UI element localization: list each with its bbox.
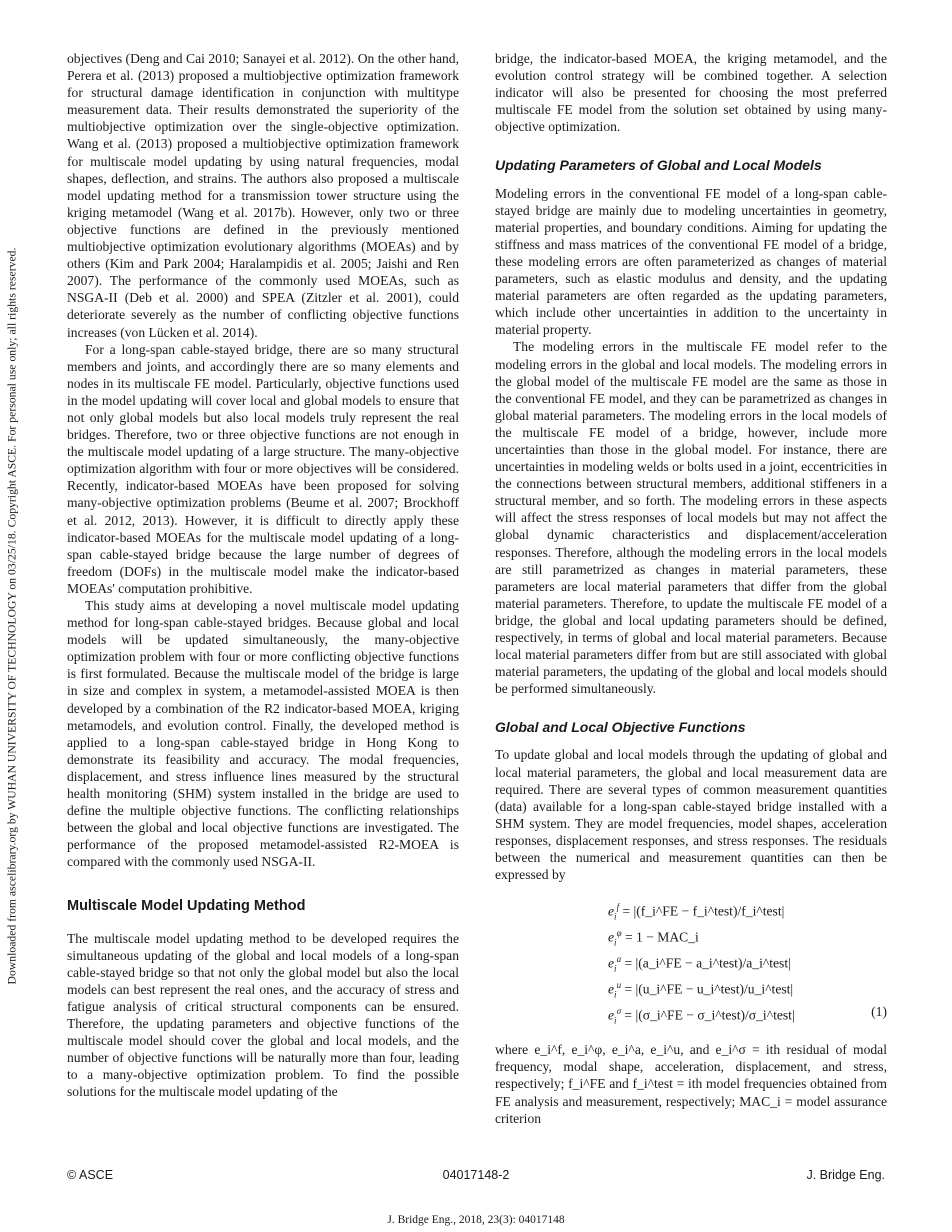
right-paragraph-1: bridge, the indicator-based MOEA, the kriging metamodel, and the evolution control strategy will be combined together. A selection indicator will also be presented for choosing the most preferred multiscale FE model from the solution set obtained by using many-objective optimization. <box>495 51 887 135</box>
right-paragraph-2: Modeling errors in the conventional FE model of a long-span cable-stayed bridge are mainly due to modeling uncertainties in geometry, material properties, and boundary conditions. Aiming for updating the stiffness and mass matrices of the conventional FE model of a bridge, these modeling errors are often parameterized as changes of material parameters, such as elastic modulus and density, and the updating material parameters are often regarded as the updating parameters, which include other uncertainties in addition to the uncertainty in material property. <box>495 185 887 338</box>
footer-publisher: © ASCE <box>67 1168 114 1182</box>
left-paragraph-3: This study aims at developing a novel multiscale model updating method for long-span cable-stayed bridges. Because global and local models will be updated simultaneously, the many-objective optimization problem with four or more conflicting objective functions is first formulated. Because the multiscale model of the bridge is large in size and complex in system, a metamodel-assisted MOEA is then developed by a combination of the R2 indicator-based MOEA, kriging metamodels, and evolution control. Finally, the developed method is applied to a long-span cable-stayed bridge in Hong Kong to demonstrate its feasibility and accuracy. The modal frequencies, displacement, and stress influence lines measured by the structural health monitoring (SHM) system installed in the bridge are used to define the multiple objective functions. The conflicting relationships between the global and local objective functions are investigated. The performance of the proposed metamodel-assisted R2-MOEA is compared with the commonly used NSGA-II. <box>67 598 459 870</box>
section-heading-multiscale: Multiscale Model Updating Method <box>67 897 306 914</box>
right-paragraph-5: where e_i^f, e_i^φ, e_i^a, e_i^u, and e_i^σ = ith residual of modal frequency, modal shape, acceleration, displacement, and stress, respectively; f_i^FE and f_i^test = ith model frequencies obtained from FE analysis and measurement, respectively; MAC_i = model assurance criterion <box>495 1042 887 1126</box>
equation-row: $e_i^f$ = |(f_i^FE − f_i^test)/f_i^test| <box>608 902 785 922</box>
equation-row: $e_i^a$ = |(a_i^FE − a_i^test)/a_i^test| <box>608 954 791 974</box>
footer-page-id: 04017148-2 <box>442 1168 510 1182</box>
equation-block <box>495 899 887 1029</box>
equation-row: $e_i^u$ = |(u_i^FE − u_i^test)/u_i^test| <box>608 980 794 1000</box>
download-notice-sidebar <box>0 0 22 1232</box>
right-paragraph-4: To update global and local models through the updating of global and local material parameters, the global and local measurement data are required. There are several types of common measurement quantities (data) available for a long-span cable-stayed bridge installed with a SHM system. They are model frequencies, model shapes, acceleration responses, displacement responses, and stress responses. The residuals between the numerical and measurement quantities can then be expressed by <box>495 747 887 883</box>
left-column <box>67 50 459 1101</box>
equation-row: $e_i^\sigma$ = |(σ_i^FE − σ_i^test)/σ_i^test| <box>608 1006 795 1026</box>
equation-number: (1) <box>871 1004 887 1020</box>
left-paragraph-1: objectives (Deng and Cai 2010; Sanayei et al. 2012). On the other hand, Perera et al. (2013) proposed a multiobjective optimization framework for structural damage identification in conjunction with multitype measurement data. Their results demonstrated the superiority of the multiobjective optimization over the single-objective optimization. Wang et al. (2013) proposed a multiobjective optimization framework for multiscale model updating by using natural frequencies, modal shapes, deflection, and strains. The authors also proposed a multiscale model updating method for a transmission tower structure using the kriging metamodel (Wang et al. 2017b). However, only two or three objective functions are defined in the previously mentioned multiobjective optimization evolutionary algorithms (MOEAs) and by others (Kim and Park 2004; Haralampidis et al. 2005; Jaishi and Ren 2007). The performance of the commonly used MOEAs, such as NSGA-II (Deb et al. 2000) and SPEA (Zitzler et al. 2001), could deteriorate severely as the number of conflicting objective functions increases (von Lücken et al. 2014). <box>67 51 459 340</box>
subheading-objective-functions: Global and Local Objective Functions <box>495 719 746 736</box>
left-paragraph-2: For a long-span cable-stayed bridge, there are so many structural members and joints, and accordingly there are so many elements and nodes in its multiscale FE model. Particularly, objective functions used in the model updating will cover local and global models to ensure that not only global models but also local models truly represent the real bridges. Therefore, two or three objective functions are not enough in the multiscale model updating of a large structure. The many-objective optimization algorithm with four or more objectives will be considered. Recently, indicator-based MOEAs have been proposed for solving many-objective optimization problems (Beume et al. 2007; Brockhoff et al. 2012, 2013). However, it is difficult to directly apply these indicator-based MOEAs for the multiscale model updating of a long-span cable-stayed bridge because the large number of degrees of freedom (DOFs) in the multiscale model make the indicator-based MOEAs' computation prohibitive. <box>67 341 459 596</box>
download-notice-text: Downloaded from ascelibrary.org by WUHAN UNIVERSITY OF TECHNOLOGY on 03/25/18. Copyright ASCE. For personal use only; all rights reserved. <box>5 247 19 985</box>
footer-journal: J. Bridge Eng. <box>806 1168 885 1182</box>
subheading-updating-parameters: Updating Parameters of Global and Local Models <box>495 157 822 174</box>
equation-row: $e_i^\varphi = 1$ − MAC_i <box>608 928 699 948</box>
right-column <box>495 50 887 1127</box>
right-paragraph-3: The modeling errors in the multiscale FE model refer to the modeling errors in the global and local models. The modeling errors in the global model of the multiscale FE model are the same as those in the conventional FE model, and they can be parametrized as changes in global material parameters. The modeling errors in the local models of the multiscale FE model of a bridge, however, include more uncertainties than those in the global model. For instance, there are uncertainties in modeling welds or bolts used in a joint, eccentricities in the connections between structural members, additional stiffeners in a structural member, and so forth. The modeling errors in these aspects will affect the stress responses of local models but may not affect the global dynamic characteristics and displacement/acceleration responses. Therefore, although the modeling errors in the local models are still parametrized as changes in material parameters, these parameters are local material parameters that differ from the global material parameters. Therefore, to update the multiscale FE model of a bridge, the global and local updating parameters should be defined, respectively, in terms of global and local material parameters. Because local material parameters differ from but are still associated with global material parameters, the updating of the global and local models should be performed simultaneously. <box>495 339 887 697</box>
left-paragraph-4: The multiscale model updating method to be developed requires the simultaneous updating of the global and local models of a long-span cable-stayed bridge so that not only the global model but also the local models can best represent the real ones, and the accuracy of stress and fatigue analysis of critical structural components can be ensured. Therefore, the updating parameters and objective functions of the multiscale model should cover the global and local models, and the number of objective functions will be naturally more than four, leading to a many-objective optimization problem. To find the possible solutions for the multiscale model updating of the <box>67 930 459 1100</box>
page-citation: J. Bridge Eng., 2018, 23(3): 04017148 <box>387 1214 565 1226</box>
